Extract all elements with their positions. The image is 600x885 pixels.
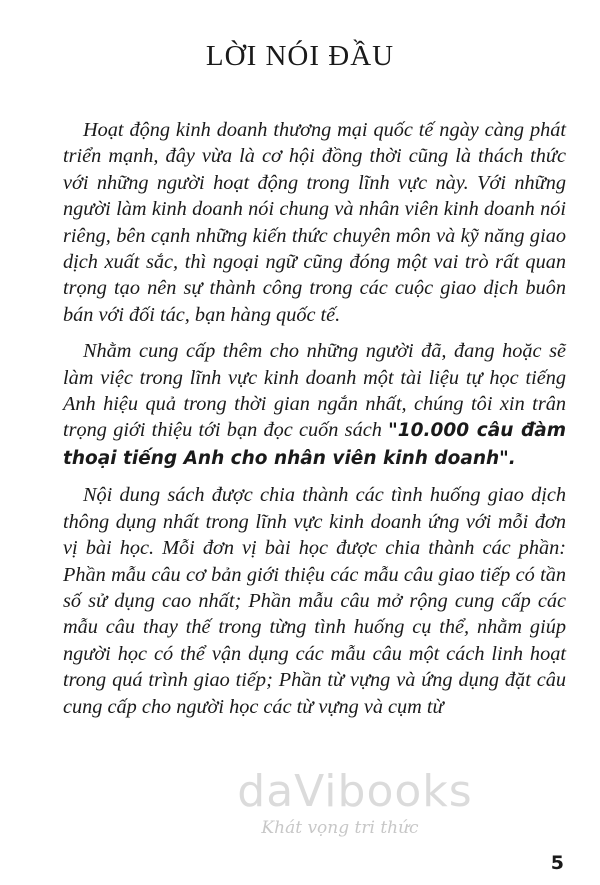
paragraph-1: Hoạt động kinh doanh thương mại quốc tế ngày càng phát triển mạnh, đây vừa là cơ hội đồng thời cũng là thách thức với những người hoạt động trong lĩnh vực này. Với những người làm kinh doanh nói chung và nhân viên kinh doanh nói riêng, bên cạnh những kiến thức chuyên môn và kỹ năng giao dịch xuất sắc, thì ngoại ngữ cũng đóng một vai trò rất quan trọng tạo nên sự thành công trong các cuộc giao dịch buôn bán với đối tác, bạn hàng quốc tế. (63, 119, 566, 326)
watermark-brand: daVibooks (237, 766, 473, 817)
paragraph-2-intro: Nhằm cung cấp thêm cho những người đã, đang hoặc sẽ làm việc trong lĩnh vực kinh doanh một tài liệu tự học tiếng Anh hiệu quả trong thời gian ngắn nhất, chúng tôi xin trân trọng giới thiệu tới bạn đọc cuốn sách (63, 340, 566, 442)
watermark (0, 766, 600, 838)
page-title: LỜI NÓI ĐẦU (205, 40, 395, 72)
paragraph-2 (63, 338, 566, 472)
book-title: "10.000 câu đàm thoại tiếng Anh cho nhân viên kinh doanh". (63, 420, 566, 469)
watermark-slogan: Khát vọng tri thức (261, 818, 419, 838)
paragraph-3: Nội dung sách được chia thành các tình huống giao dịch thông dụng nhất trong lĩnh vực kinh doanh ứng với mỗi đơn vị bài học. Mỗi đơn vị bài học được chia thành các phần: Phần mẫu câu cơ bản giới thiệu các mẫu câu giao tiếp có tần số sử dụng cao nhất; Phần mẫu câu mở rộng cung cấp các mẫu câu thay thế trong từng tình huống cụ thể, nhằm giúp người học có thể vận dụng các mẫu câu một cách linh hoạt trong quá trình giao tiếp; Phần từ vựng và ứng dụng đặt câu cung cấp cho người học các từ vựng và cụm từ (63, 484, 566, 718)
preface-body (63, 117, 566, 720)
page-number: 5 (550, 852, 564, 874)
